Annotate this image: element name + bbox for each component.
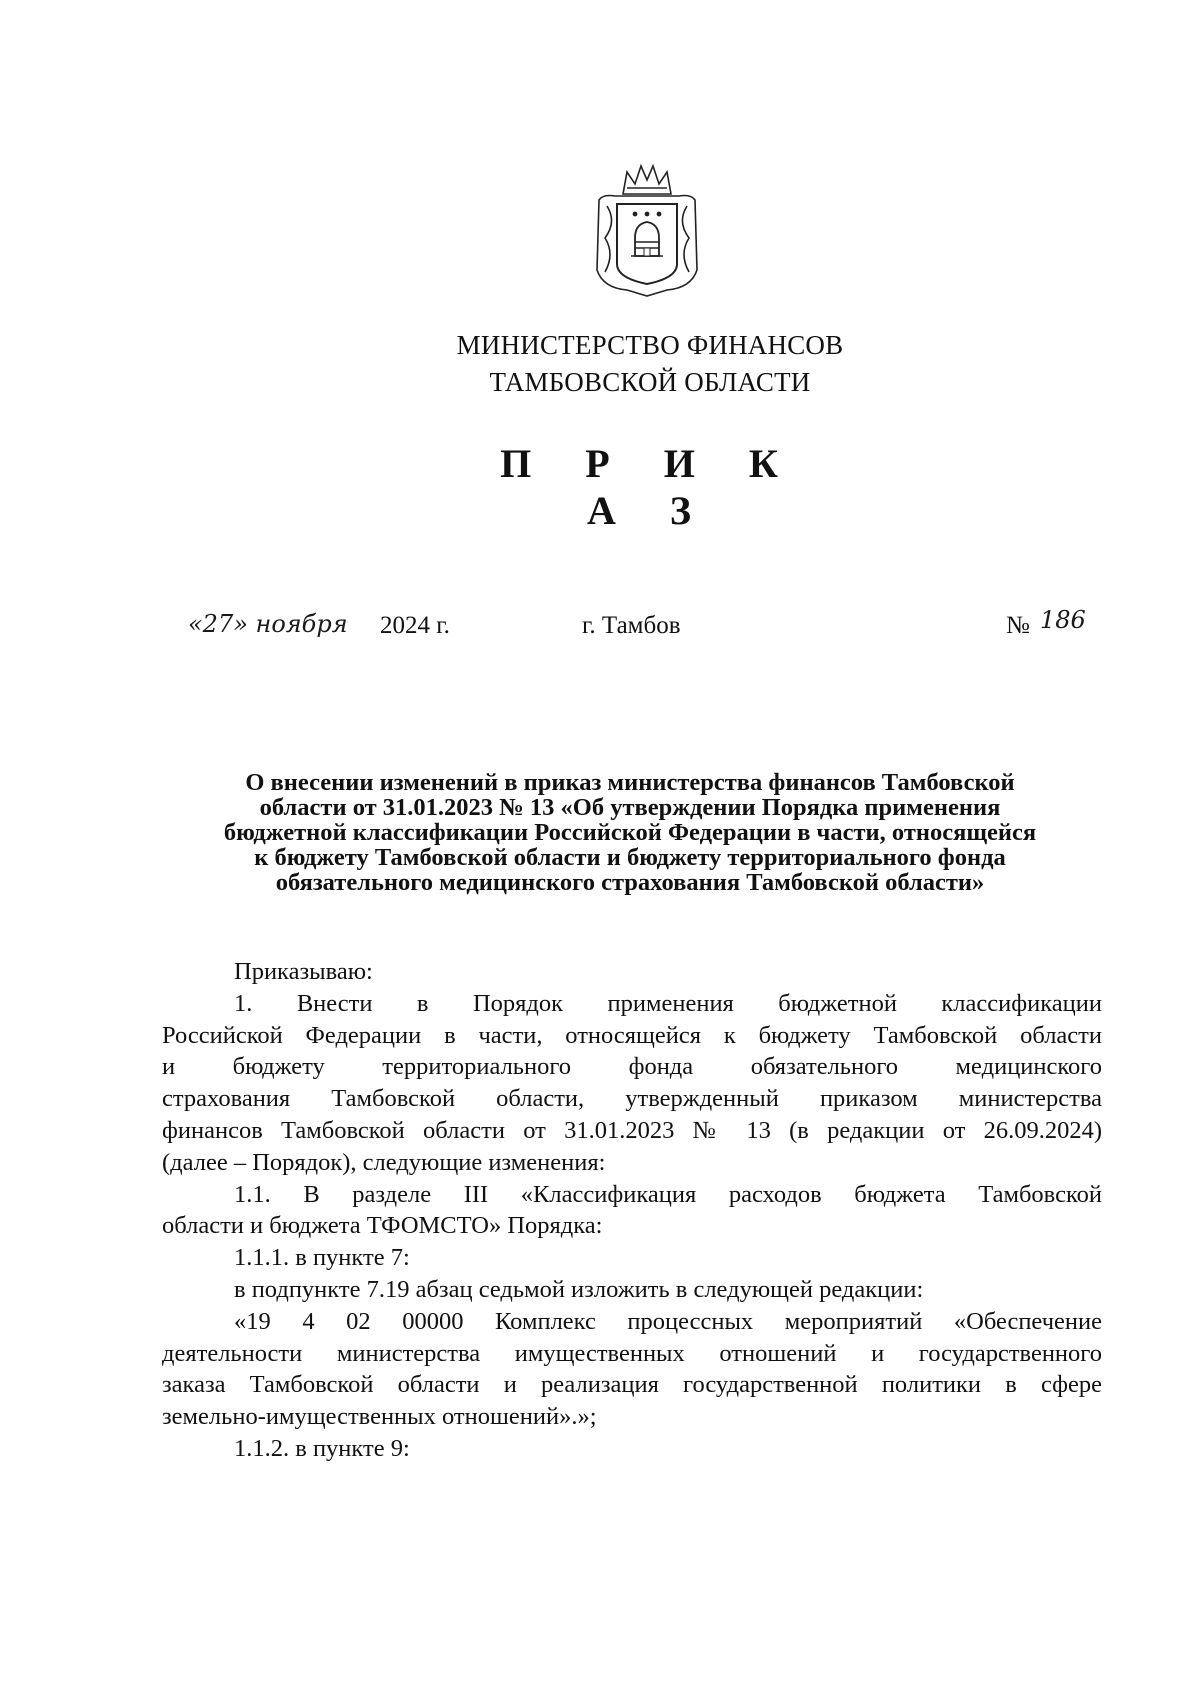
body-line: (далее – Порядок), следующие изменения: (162, 1148, 606, 1176)
subject-line: обязательного медицинского страхования Тамбовской области» (275, 869, 985, 896)
body-line-order-intro: Приказываю: (234, 958, 373, 985)
body-line: 1.1. В разделе III «Классификация расходов бюджета Тамбовской (234, 1180, 1102, 1208)
handwritten-document-number: 186 (1040, 606, 1086, 634)
subject-line: бюджетной классификации Российской Федерации в части, относящейся (223, 819, 1037, 846)
organization-name-line1: МИНИСТЕРСТВО ФИНАНСОВ (456, 330, 844, 360)
document-number-label: № (1006, 612, 1030, 639)
body-line: и бюджету территориального фонда обязательного медицинского (162, 1053, 1102, 1081)
body-line: в подпункте 7.19 абзац седьмой изложить в следующей редакции: (234, 1275, 924, 1303)
body-line: области и бюджета ТФОМСТО» Порядка: (162, 1212, 603, 1240)
handwritten-date: «27» ноября (188, 610, 348, 638)
document-city: г. Тамбов (582, 612, 681, 639)
body-line: страхования Тамбовской области, утвержденный приказом министерства (162, 1085, 1102, 1113)
document-type-heading: П Р И К А З (500, 441, 800, 533)
body-line: «19 4 02 00000 Комплекс процессных мероприятий «Обеспечение (234, 1307, 1102, 1335)
subject-line: О внесении изменений в приказ министерства финансов Тамбовской (245, 769, 1015, 796)
subject-line: к бюджету Тамбовской области и бюджету территориального фонда (254, 844, 1006, 871)
body-line: Российской Федерации в части, относящейся к бюджету Тамбовской области (162, 1021, 1102, 1049)
document-year: 2024 г. (380, 612, 450, 639)
body-line: заказа Тамбовской области и реализация государственной политики в сфере (162, 1371, 1102, 1399)
document-body (162, 956, 1102, 1465)
tambov-coat-of-arms-icon (593, 160, 701, 298)
document-subject (160, 770, 1100, 895)
body-line: 1. Внести в Порядок применения бюджетной классификации (234, 989, 1102, 1017)
body-line: земельно-имущественных отношений».»; (162, 1403, 597, 1431)
body-line: 1.1.1. в пункте 7: (234, 1244, 410, 1272)
body-line: финансов Тамбовской области от 31.01.2023 № 13 (в редакции от 26.09.2024) (162, 1116, 1102, 1144)
body-line: 1.1.2. в пункте 9: (234, 1434, 410, 1462)
subject-line: области от 31.01.2023 № 13 «Об утверждении Порядка применения (259, 794, 1001, 821)
body-line: деятельности министерства имущественных отношений и государственного (162, 1339, 1102, 1367)
organization-name-line2: ТАМБОВСКОЙ ОБЛАСТИ (489, 367, 811, 397)
